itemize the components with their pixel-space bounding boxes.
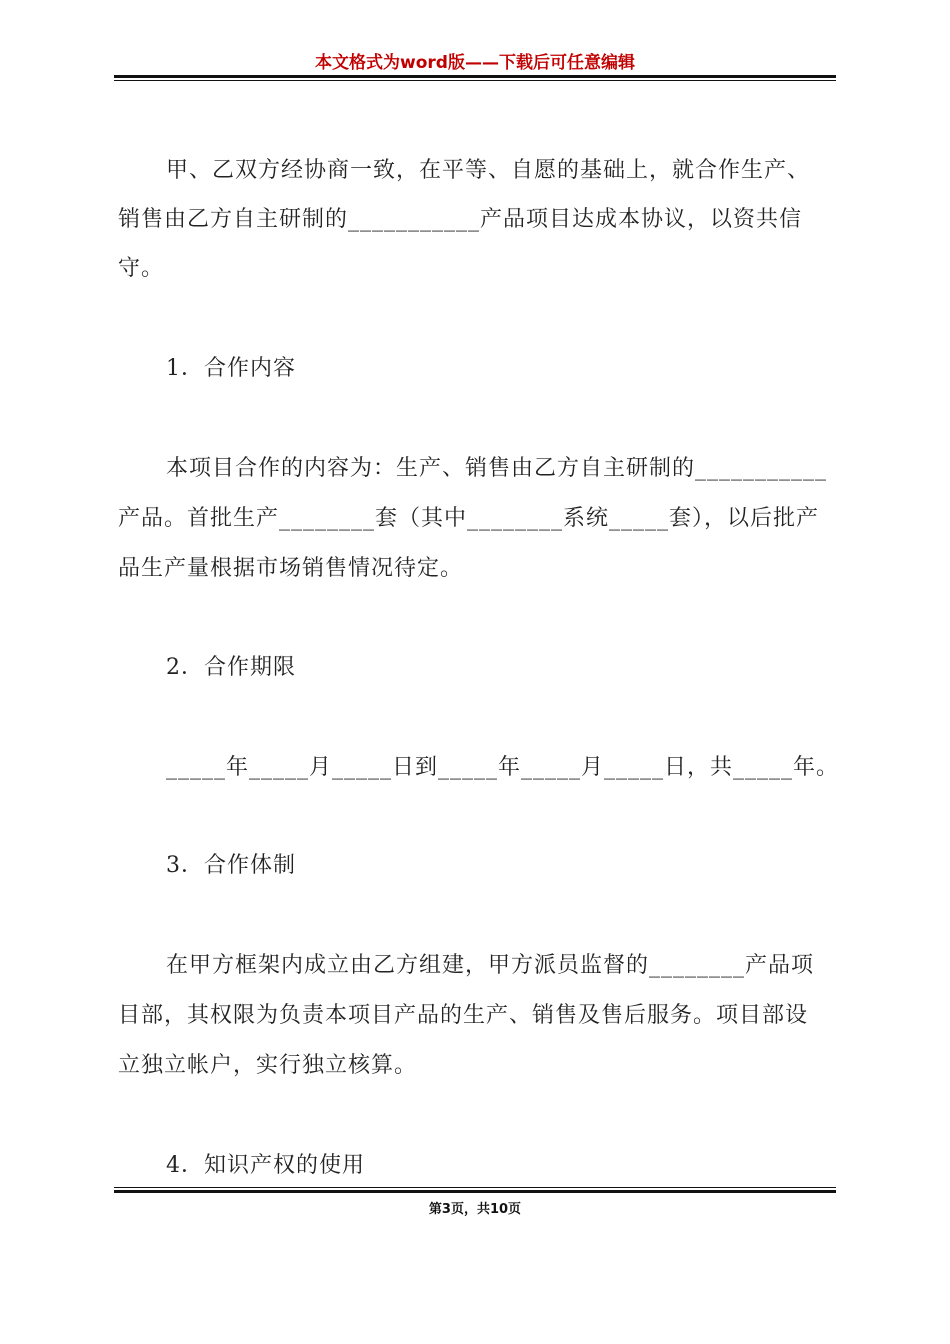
paragraph-line: 销售由乙方自主研制的___________产品项目达成本协议，以资共信 [118,207,803,232]
page-number: 第3页，共10页 [428,1202,522,1217]
paragraph-line: 本项目合作的内容为：生产、销售由乙方自主研制的___________ [166,456,828,481]
section-heading: 3．合作体制 [166,853,296,878]
paragraph-line: 守。 [118,256,165,281]
paragraph-line: 在甲方框架内成立由乙方组建，甲方派员监督的________产品项 [166,953,815,978]
header-banner: 本文格式为word版——下载后可任意编辑 [315,53,635,73]
section-heading: 4．知识产权的使用 [166,1153,365,1178]
section-heading: 1．合作内容 [166,356,296,381]
paragraph-line: 品生产量根据市场销售情况待定。 [118,556,464,581]
paragraph-line: _____年_____月_____日到_____年_____月_____日，共_____年。 [166,755,840,780]
paragraph-line: 立独立帐户，实行独立核算。 [118,1053,418,1078]
section-heading: 2．合作期限 [166,655,296,680]
header-rule [114,75,836,81]
paragraph-line: 产品。首批生产________套（其中________系统_____套），以后批产 [118,506,820,531]
footer-rule [114,1187,836,1193]
paragraph-line: 目部，其权限为负责本项目产品的生产、销售及售后服务。项目部设 [118,1003,809,1028]
paragraph-line: 甲、乙双方经协商一致，在平等、自愿的基础上，就合作生产、 [166,158,811,183]
